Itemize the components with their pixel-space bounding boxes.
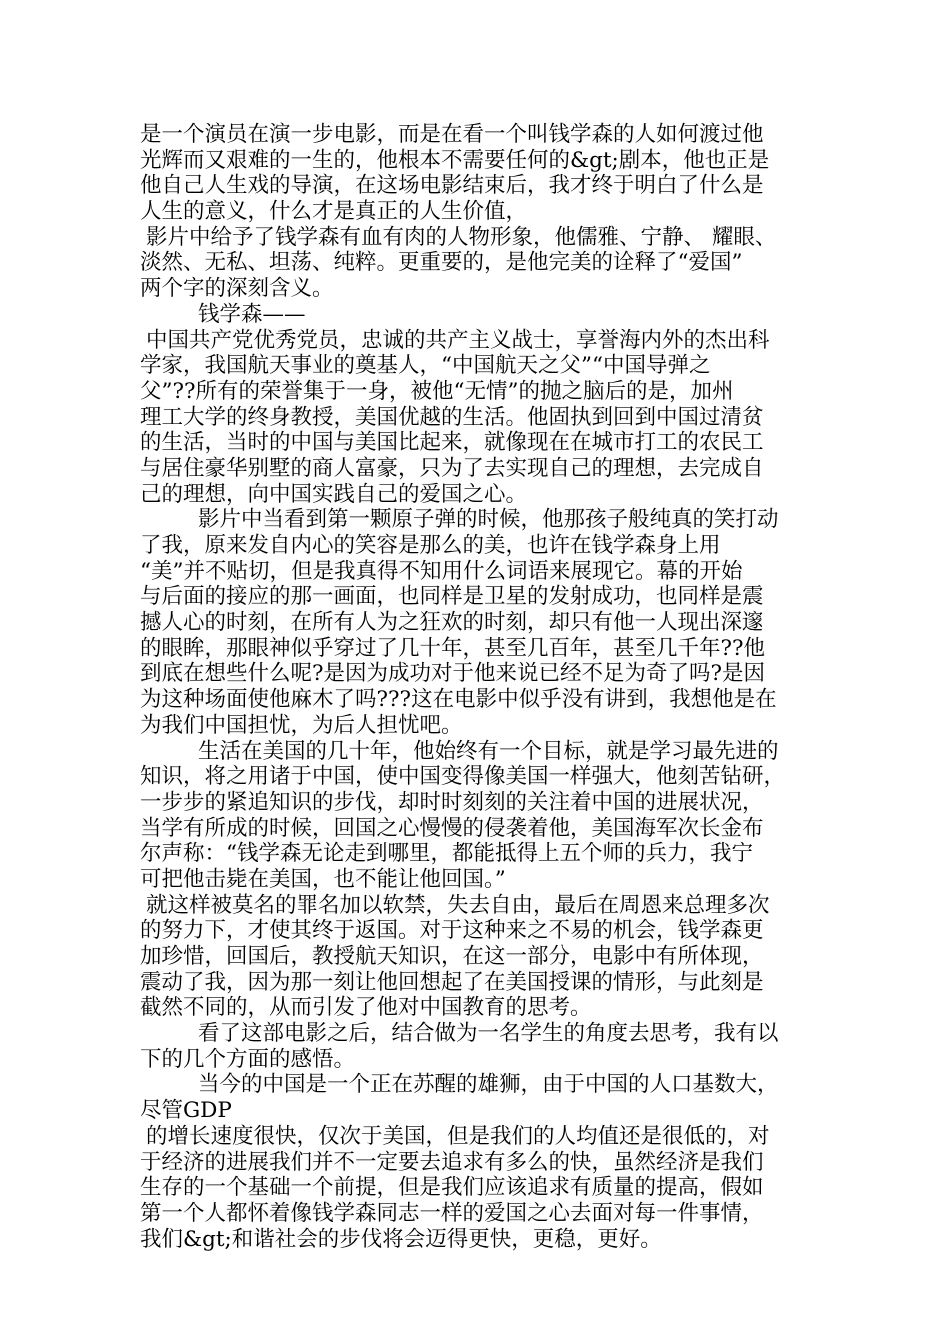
text-line: 就这样被莫名的罪名加以软禁，失去自由，最后在周恩来总理多次 bbox=[146, 892, 770, 918]
text-line: 与居住豪华别墅的商人富豪，只为了去实现自己的理想，去完成自 bbox=[140, 455, 764, 481]
text-line: 尽管GDP bbox=[140, 1098, 232, 1124]
text-line: 父”??所有的荣誉集于一身，被他“无情”的抛之脑后的是，加州 bbox=[140, 378, 734, 404]
text-line: 尔声称：“钱学森无论走到哪里，都能抵得上五个师的兵力，我宁 bbox=[140, 841, 753, 867]
text-line: 淡然、无私、坦荡、纯粹。更重要的，是他完美的诠释了“爱国” bbox=[140, 250, 743, 276]
text-line: 生存的一个基础一个前提，但是我们应该追求有质量的提高，假如 bbox=[140, 1175, 764, 1201]
text-line: 中国共产党优秀党员，忠诚的共产主义战士，享誉海内外的杰出科 bbox=[146, 327, 770, 353]
text-line: 为这种场面使他麻木了吗???这在电影中似乎没有讲到，我想他是在 bbox=[140, 687, 777, 713]
text-line: 生活在美国的几十年，他始终有一个目标，就是学习最先进的 bbox=[198, 738, 779, 764]
text-line: 两个字的深刻含义。 bbox=[140, 276, 334, 302]
text-line: 当学有所成的时候，回国之心慢慢的侵袭着他，美国海军次长金布 bbox=[140, 815, 764, 841]
text-line: 人生的意义，什么才是真正的人生价值， bbox=[140, 199, 528, 225]
text-line: 当今的中国是一个正在苏醒的雄狮，由于中国的人口基数大， bbox=[198, 1072, 779, 1098]
text-line: 第一个人都怀着像钱学森同志一样的爱国之心去面对每一件事情， bbox=[140, 1200, 764, 1226]
text-line: 加珍惜，回国后，教授航天知识，在这一部分，电影中有所体现， bbox=[140, 944, 764, 969]
text-line: 是一个演员在演一步电影，而是在看一个叫钱学森的人如何渡过他 bbox=[140, 122, 764, 147]
text-line: 了我，原来发自内心的笑容是那么的美，也许在钱学森身上用 bbox=[140, 533, 721, 558]
text-line: 理工大学的终身教授，美国优越的生活。他固执到回到中国过清贫 bbox=[140, 404, 764, 430]
text-line: 可把他击毙在美国，也不能让他回国。” bbox=[140, 866, 506, 892]
text-line: 震动了我，因为那一刻让他回想起了在美国授课的情形，与此刻是 bbox=[140, 969, 764, 995]
text-line: 与后面的接应的那一画面，也同样是卫星的发射成功，也同样是震 bbox=[140, 584, 764, 610]
text-line: 到底在想些什么呢?是因为成功对于他来说已经不足为奇了吗?是因 bbox=[140, 661, 766, 687]
text-line: 截然不同的，从而引发了他对中国教育的思考。 bbox=[140, 995, 592, 1021]
text-line: 的增长速度很快，仅次于美国，但是我们的人均值还是很低的，对 bbox=[146, 1123, 770, 1149]
text-line: 知识，将之用诸于中国，使中国变得像美国一样强大，他刻苦钻研， bbox=[140, 764, 786, 790]
text-line: 影片中给予了钱学森有血有肉的人物形象，他儒雅、宁静、 耀眼、 bbox=[146, 224, 777, 250]
text-line: 学家，我国航天事业的奠基人，“中国航天之父”“中国导弹之 bbox=[140, 353, 711, 379]
text-line: 影片中当看到第一颗原子弹的时候，他那孩子般纯真的笑打动 bbox=[198, 507, 779, 533]
text-line: 下的几个方面的感悟。 bbox=[140, 1046, 356, 1072]
text-line: 钱学森—— bbox=[198, 301, 306, 327]
text-line: 的眼眸，那眼神似乎穿过了几十年，甚至几百年，甚至几千年??他 bbox=[140, 635, 766, 661]
text-line: 于经济的进展我们并不一定要去追求有多么的快，虽然经济是我们 bbox=[140, 1149, 764, 1175]
text-line: 撼人心的时刻，在所有人为之狂欢的时刻，却只有他一人现出深邃 bbox=[140, 610, 764, 636]
text-line: 为我们中国担忧，为后人担忧吧。 bbox=[140, 712, 463, 738]
text-line: “美”并不贴切，但是我真得不知用什么词语来展现它。幕的开始 bbox=[140, 558, 743, 584]
text-line: 己的理想，向中国实践自己的爱国之心。 bbox=[140, 481, 528, 507]
document-page bbox=[140, 122, 840, 1252]
text-line: 的努力下，才使其终于返国。对于这种来之不易的机会，钱学森更 bbox=[140, 918, 764, 944]
text-line: 的生活，当时的中国与美国比起来，就像现在在城市打工的农民工 bbox=[140, 430, 764, 456]
text-line: 光辉而又艰难的一生的，他根本不需要任何的&gt;剧本，他也正是 bbox=[140, 147, 770, 173]
text-line: 一步步的紧追知识的步伐，却时时刻刻的关注着中国的进展状况， bbox=[140, 789, 764, 815]
text-line: 我们&gt;和谐社会的步伐将会迈得更快，更稳，更好。 bbox=[140, 1226, 662, 1252]
text-line: 看了这部电影之后，结合做为一名学生的角度去思考，我有以 bbox=[198, 1021, 779, 1047]
text-line: 他自己人生戏的导演，在这场电影结束后，我才终于明白了什么是 bbox=[140, 173, 764, 199]
